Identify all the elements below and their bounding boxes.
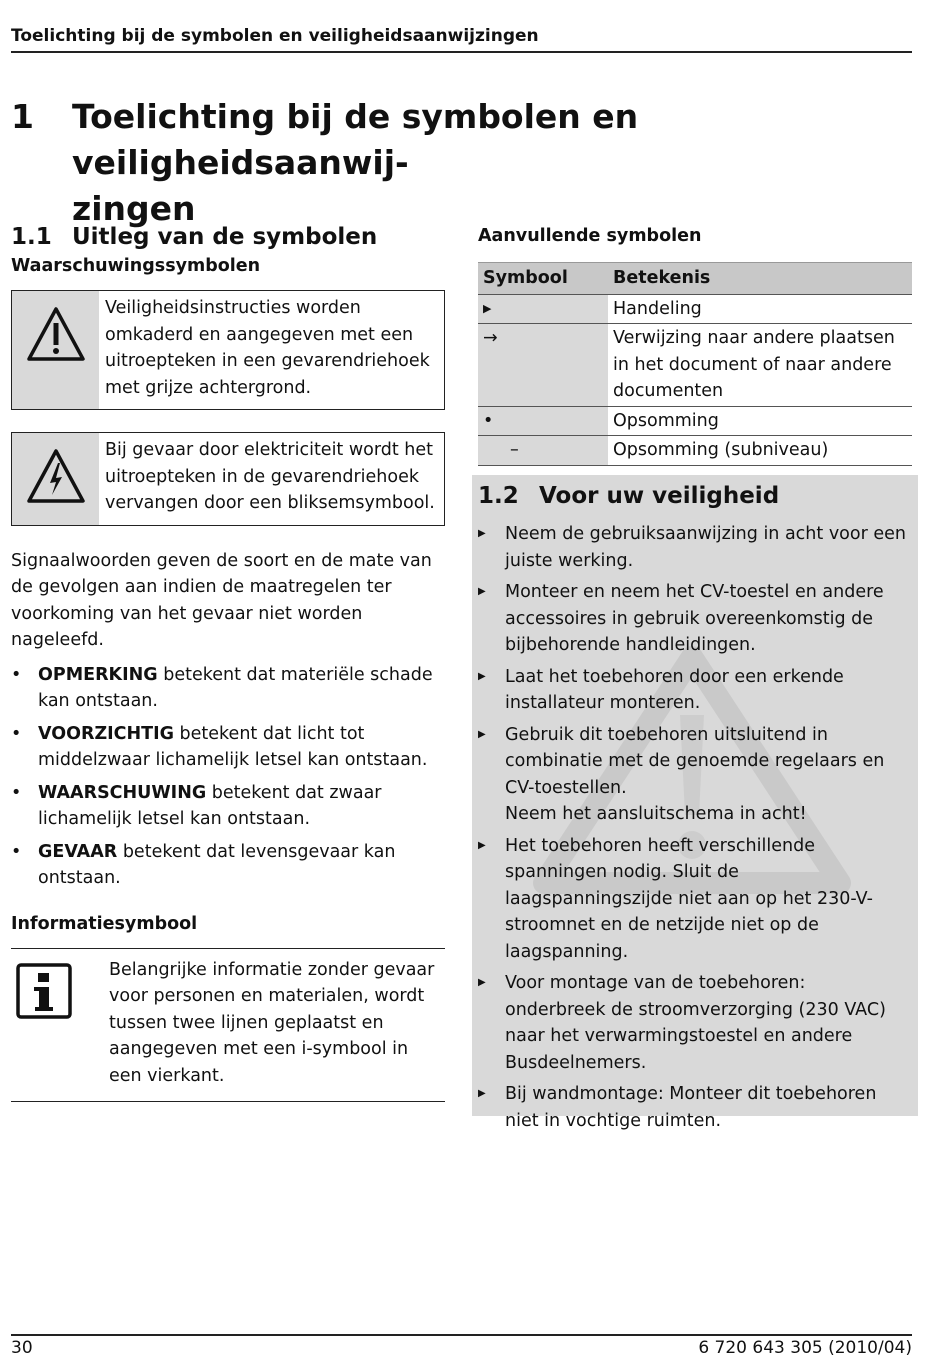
- section-1-1-title: Uitleg van de symbolen: [72, 224, 378, 250]
- list-item: [11, 662, 445, 715]
- list-item: [11, 721, 445, 774]
- running-header: Toelichting bij de symbolen en veiligheidsaanwijzingen: [11, 26, 539, 46]
- section-1-2-title: Voor uw veiligheid: [539, 483, 780, 509]
- right-column: [478, 222, 912, 466]
- footer-rule: [11, 1334, 912, 1336]
- section-1-2-number: 1.2: [478, 483, 519, 509]
- signal-words-intro: Signaalwoorden geven de soort en de mate van de gevolgen aan indien de maatregelen ter voorkoming van het gevaar niet worden nageleefd.: [11, 550, 432, 650]
- chapter-number: 1: [11, 97, 34, 136]
- list-item: ▶ Voor montage van de toebehoren: onderbreek de stroomverzorging (230 VAC) naar het verwarmingstoestel en andere Busdeelnemers.: [478, 970, 910, 1076]
- warning-box-general: [11, 290, 445, 410]
- column-header-symbol: Symbool: [478, 263, 608, 295]
- table-row: [478, 436, 912, 466]
- signal-word: WAARSCHUWING: [38, 782, 207, 803]
- list-item: ▶ Het toebehoren heeft verschillende spanningen nodig. Sluit de laagspanningszijde niet aan op het 230-V-stroomnet en de netzijde niet op de laagspanning.: [478, 833, 910, 966]
- table-header-row: [478, 263, 912, 295]
- column-header-meaning: Betekenis: [608, 263, 912, 295]
- warning-symbols-heading: Waarschuwingssymbolen: [11, 256, 261, 276]
- signal-words-list: [11, 662, 445, 892]
- info-square-icon: [11, 957, 109, 1090]
- symbol-cell: →: [478, 324, 608, 407]
- list-item: ▶ Neem de gebruiksaanwijzing in acht voor een juiste werking.: [478, 521, 910, 574]
- warning-box-electric-text: Bij gevaar door elektriciteit wordt het uitroepteken in de gevarendriehoek vervangen door een bliksemsymbool.: [105, 440, 435, 513]
- list-item-note: Neem het aansluitschema in acht!: [505, 804, 807, 824]
- meaning-cell: Opsomming: [608, 406, 912, 436]
- table-row: [478, 406, 912, 436]
- info-box: [11, 948, 445, 1103]
- signal-word-text: betekent dat licht tot middelzwaar lichamelijk letsel kan ontstaan.: [38, 723, 428, 770]
- chapter-title-line-2: zingen: [72, 189, 196, 228]
- list-item: [478, 722, 910, 828]
- safety-instructions-list: [478, 521, 910, 1134]
- meaning-cell: Verwijzing naar andere plaatsen in het document of naar andere documenten: [608, 324, 912, 407]
- electric-hazard-triangle-icon: [12, 433, 99, 525]
- list-item-text: Gebruik dit toebehoren uitsluitend in combinatie met de genoemde regelaars en CV-toestellen.: [505, 724, 885, 798]
- section-1-1-heading: [11, 222, 445, 252]
- additional-symbols-heading: Aanvullende symbolen: [478, 226, 702, 246]
- section-1-1-number: 1.1: [11, 224, 52, 250]
- symbol-cell: •: [478, 406, 608, 436]
- chapter-title: [11, 94, 891, 232]
- list-item: ▶ Laat het toebehoren door een erkende installateur monteren.: [478, 664, 910, 717]
- symbol-cell: –: [478, 436, 608, 466]
- table-row: [478, 324, 912, 407]
- safety-panel: [472, 475, 918, 1131]
- signal-word: VOORZICHTIG: [38, 723, 174, 744]
- symbol-cell: ▶: [478, 294, 608, 324]
- chapter-title-line-1: Toelichting bij de symbolen en veiligheidsaanwij-: [72, 97, 639, 182]
- warning-box-electric: [11, 432, 445, 526]
- info-box-text: Belangrijke informatie zonder gevaar voor personen en materialen, wordt tussen twee lijnen geplaatst en aangegeven met een i-symbool in een vierkant.: [109, 959, 435, 1086]
- list-item: ▶ Bij wandmontage: Monteer dit toebehoren niet in vochtige ruimten.: [478, 1081, 910, 1134]
- page-number: 30: [11, 1338, 33, 1358]
- list-item: [11, 780, 445, 833]
- symbols-table: [478, 262, 912, 466]
- list-item: [11, 839, 445, 892]
- signal-word-text: betekent dat materiële schade kan ontstaan.: [38, 664, 433, 711]
- left-column: [11, 222, 445, 1102]
- header-rule: [11, 51, 912, 53]
- signal-word-text: betekent dat levensgevaar kan ontstaan.: [38, 841, 396, 888]
- table-row: [478, 294, 912, 324]
- document-code: 6 720 643 305 (2010/04): [698, 1338, 912, 1358]
- list-item: ▶ Monteer en neem het CV-toestel en andere accessoires in gebruik overeenkomstig de bijbehorende handleidingen.: [478, 579, 910, 659]
- meaning-cell: Opsomming (subniveau): [608, 436, 912, 466]
- section-1-2-heading: [478, 481, 910, 511]
- signal-word-text: betekent dat zwaar lichamelijk letsel kan ontstaan.: [38, 782, 382, 829]
- signal-word: GEVAAR: [38, 841, 118, 862]
- meaning-cell: Handeling: [608, 294, 912, 324]
- signal-word: OPMERKING: [38, 664, 158, 685]
- info-symbol-heading: Informatiesymbool: [11, 913, 198, 934]
- warning-box-general-text: Veiligheidsinstructies worden omkaderd en aangegeven met een uitroepteken in een gevarendriehoek met grijze achtergrond.: [105, 298, 430, 398]
- warning-triangle-icon: [12, 291, 99, 409]
